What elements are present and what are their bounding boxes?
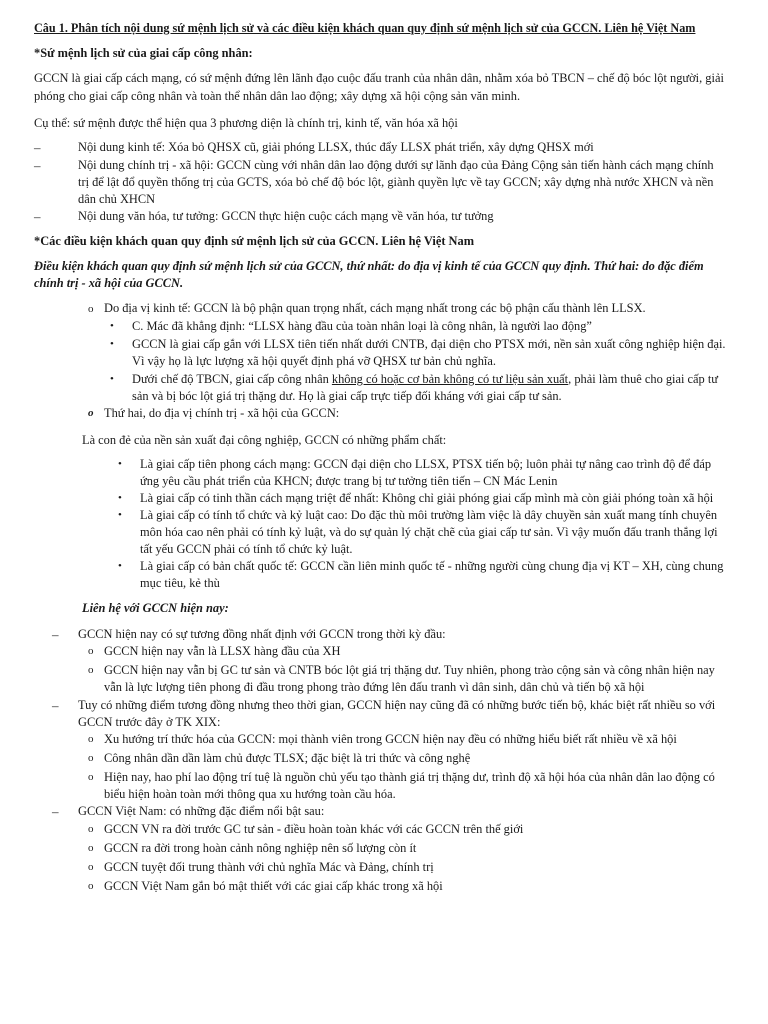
list-item: Do địa vị kinh tế: GCCN là bộ phận quan trọng nhất, cách mạng nhất trong các bộ phận cấu thành lên LLSX. [104,301,646,315]
dash-marker: – [34,140,41,155]
paragraph-line: GCCN là giai cấp cách mạng, có sứ mệnh đứng lên lãnh đạo cuộc đấu tranh của nhân dân, nhằm xóa bỏ TBCN – chế độ bóc lột người, giải [34,71,724,85]
paragraph-line: Là con đẻ của nền sản xuất đại công nghiệp, GCCN có những phẩm chất: [82,433,447,447]
circle-marker: o [88,407,94,419]
sub-item-cont: ứng yêu cầu phát triển của KHCN; được trang bị tư tưởng tiên tiến – CN Mác Lenin [140,474,558,488]
dash-marker: – [34,158,41,173]
paragraph-line: Cụ thể: sứ mệnh được thể hiện qua 3 phương diện là chính trị, kinh tế, văn hóa xã hội [34,116,458,130]
section-title-today: Liên hệ với GCCN hiện nay: [82,601,229,615]
sub-item-cont: mục tiêu, kẻ thù [140,576,220,590]
sub-item: Là giai cấp tiên phong cách mạng: GCCN đại diện cho LLSX, PTSX tiến bộ; luôn phải tự nâng cao trình độ để đáp [140,457,712,471]
circle-marker: o [88,645,94,657]
sub-item: GCCN VN ra đời trước GC tư sản - điều hoàn toàn khác với các GCCN trên thế giới [104,822,524,836]
sub-item: Công nhân dần dần làm chủ được TLSX; đặc biệt là tri thức và công nghệ [104,751,471,765]
list-item: Nội dung chính trị - xã hội: GCCN cùng với nhân dân lao động dưới sự lãnh đạo của Đảng Cộng sản tiến hành cách mạng chính [78,158,714,172]
list-item-cont: trị để lật đổ quyền thống trị của GCTS, xóa bỏ chế độ bóc lột, giành quyền lực về tay GCCN; xây dựng nhà nước XHCN và nền [78,175,714,189]
sub-item-cont: Vì vậy họ là lực lượng xã hội quyết định phá vỡ QHSX tư bản chủ nghĩa. [132,354,496,368]
sub-item: GCCN ra đời trong hoàn cảnh nông nghiệp nên số lượng còn ít [104,841,417,855]
bullet-marker: • [118,458,122,470]
paragraph-line: phóng cho giai cấp công nhân và toàn thể nhân dân lao động; xây dựng xã hội cộng sản văn minh. [34,89,521,103]
list-item: Nội dung văn hóa, tư tưởng: GCCN thực hiện cuộc cách mạng về văn hóa, tư tưởng [78,209,494,223]
intro-line: chính trị - xã hội của GCCN. [34,276,184,290]
sub-item: Hiện nay, hao phí lao động trí tuệ là nguồn chủ yếu tạo thành giá trị thặng dư, trình độ xã hội hóa của nhân dân lao động có [104,770,715,784]
list-item: Tuy có những điểm tương đồng nhưng theo thời gian, GCCN hiện nay cũng đã có những bước tiến bộ, khác biệt rất nhiều so với [78,698,716,712]
intro-line: Điều kiện khách quan quy định sứ mệnh lịch sử của GCCN, thứ nhất: do địa vị kinh tế của GCCN quy định. Thứ hai: do đặc điểm [34,259,704,273]
circle-marker: o [88,303,94,315]
section-title-conditions: *Các điều kiện khách quan quy định sứ mệnh lịch sử của GCCN. Liên hệ Việt Nam [34,234,475,248]
sub-item-cont: sản và bị bóc lột giá trị thặng dư. Họ là giai cấp trực tiếp đối kháng với giai cấp tư sản. [132,389,562,403]
sub-item: GCCN hiện nay vẫn là LLSX hàng đầu của XH [104,644,341,658]
sub-item: GCCN Việt Nam gắn bó mật thiết với các giai cấp khác trong xã hội [104,879,443,893]
bullet-marker: • [118,492,122,504]
underlined-text: không có hoặc cơ bản không có tư liệu sản xuất [331,372,569,386]
bullet-marker: • [118,560,122,572]
sub-item-cont: biểu hiện hoàn toàn mới thông qua xu hướng toàn cầu hóa. [104,787,396,801]
circle-marker: o [88,733,94,745]
circle-marker: o [88,861,94,873]
circle-marker: o [88,880,94,892]
sub-item: Là giai cấp có bản chất quốc tế: GCCN cần liên minh quốc tế - những người cùng chung địa vị KT – XH, cùng chung [140,559,724,573]
sub-item: Là giai cấp có tính tổ chức và kỷ luật cao: Do đặc thù môi trường làm việc là dây chuyền sản xuất mang tính chuyên [140,508,718,522]
sub-item: GCCN là giai cấp gắn với LLSX tiên tiến nhất dưới CNTB, đại diện cho PTSX mới, nền sản xuất công nghiệp hiện đại. [132,337,726,351]
sub-item: C. Mác đã khẳng định: “LLSX hàng đầu của toàn nhân loại là công nhân, là người lao động” [132,319,592,333]
sub-item-cont: tất yếu GCCN phải có tính tổ chức kỷ luật. [140,542,353,556]
sub-item-cont: môn hóa cao nên phải có tính kỷ luật, và do sự quản lý chặt chẽ của giai cấp tư sản. Vì vậy muốn đấu tranh thắng lợi [140,525,718,539]
sub-item [132,371,718,388]
list-item: Thứ hai, do địa vị chính trị - xã hội của GCCN: [104,406,340,420]
circle-marker: o [88,771,94,783]
list-item: GCCN hiện nay có sự tương đồng nhất định với GCCN trong thời kỳ đầu: [78,627,446,641]
dash-marker: – [52,804,59,819]
sub-item: GCCN tuyệt đối trung thành với chủ nghĩa Mác và Đảng, chính trị [104,860,434,874]
sub-item: Là giai cấp có tinh thần cách mạng triệt để nhất: Không chỉ giải phóng giai cấp mình mà còn giải phóng toàn xã hội [140,491,714,505]
bullet-marker: • [110,373,114,385]
text-span: Dưới chế độ TBCN, giai cấp công nhân [132,372,332,386]
dash-marker: – [34,209,41,224]
sub-item-cont: vẫn là lực lượng tiên phong đi đầu trong phong trào đứng lên đấu tranh vì dân sinh, dân chủ và tiến bộ xã hội [104,680,645,694]
circle-marker: o [88,823,94,835]
dash-marker: – [52,698,59,713]
circle-marker: o [88,664,94,676]
section-title-mission: *Sứ mệnh lịch sử của giai cấp công nhân: [34,46,253,60]
dash-marker: – [52,627,59,642]
list-item: GCCN Việt Nam: có những đặc điểm nổi bật sau: [78,804,325,818]
page-heading: Câu 1. Phân tích nội dung sứ mệnh lịch sử và các điều kiện khách quan quy định sứ mệnh lịch sử của GCCN. Liên hệ Việt Nam [34,21,696,35]
circle-marker: o [88,842,94,854]
text-span: , phải làm thuê cho giai cấp tư [568,372,718,386]
sub-item: GCCN hiện nay vẫn bị GC tư sản và CNTB bóc lột giá trị thặng dư. Tuy nhiên, phong trào cộng sản và công nhân hiện nay [104,663,715,677]
circle-marker: o [88,752,94,764]
list-item: Nội dung kinh tế: Xóa bỏ QHSX cũ, giải phóng LLSX, thúc đẩy LLSX phát triển, xây dựng QHSX mới [78,140,594,154]
sub-item: Xu hướng trí thức hóa của GCCN: mọi thành viên trong GCCN hiện nay đều có những hiểu biết rất nhiều về xã hội [104,732,677,746]
list-item-cont: dân chủ XHCN [78,192,156,206]
bullet-marker: • [110,338,114,350]
list-item-cont: GCCN trước đây ở TK XIX: [78,715,221,729]
bullet-marker: • [110,320,114,332]
bullet-marker: • [118,509,122,521]
